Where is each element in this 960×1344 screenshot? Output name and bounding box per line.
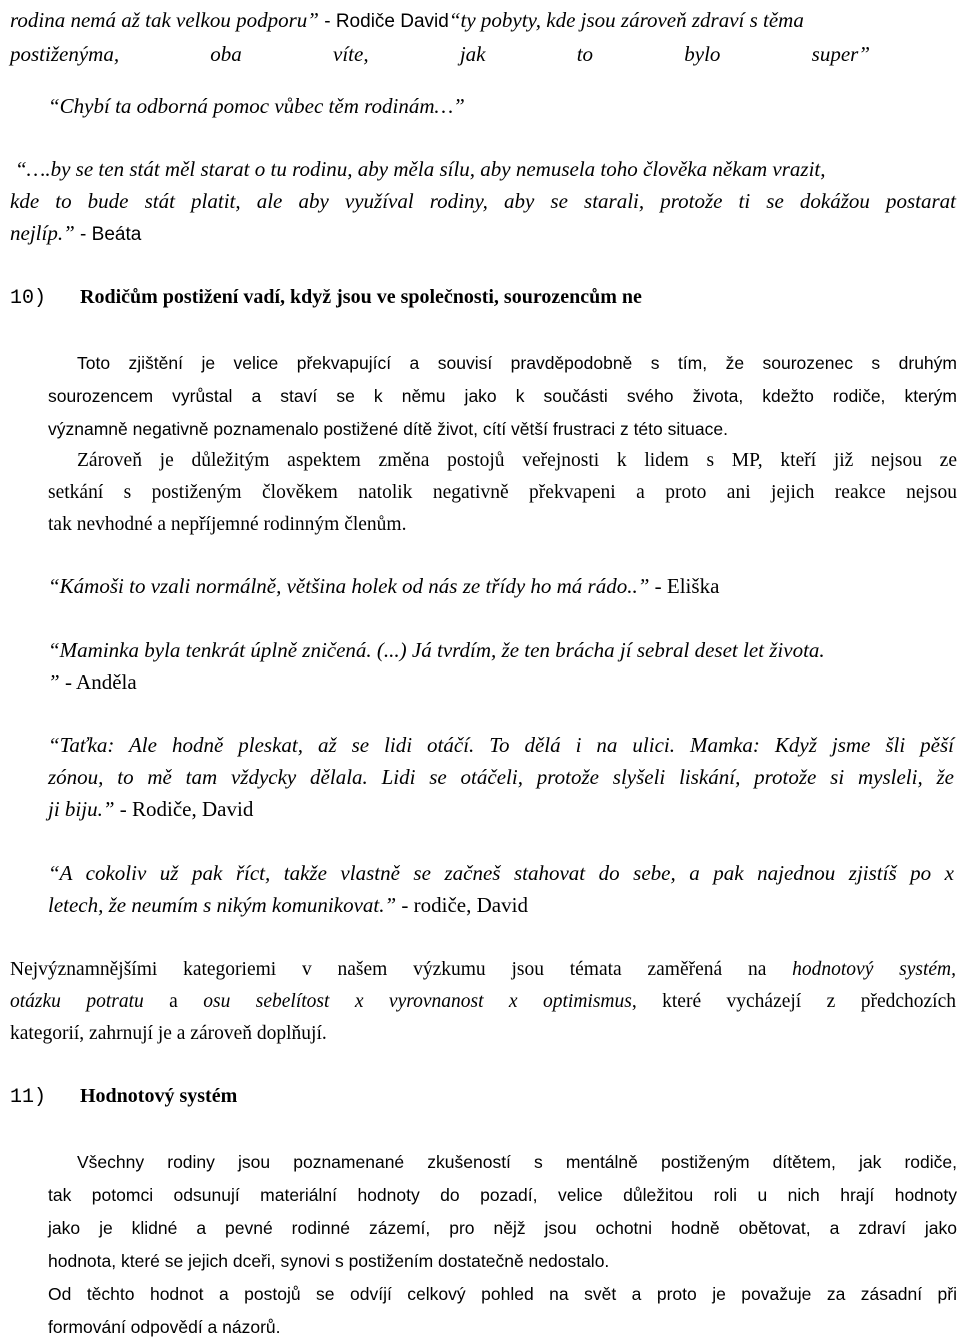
- quote-line: “Taťka: Ale hodně pleskat, až se lidi otáčí. To dělá i na ulici. Mamka: Když jsme šli pěší: [48, 733, 954, 757]
- paragraph-line: [10, 986, 956, 1018]
- quote-line: [10, 217, 956, 251]
- quote-line: “A cokoliv už pak říct, takže vlastně se začneš stahovat do sebe, a pak najednou zjistíš po x: [48, 861, 954, 885]
- paragraph-line: hodnota, které se jejich dceři, synovi s postižením dostatečně nedostalo.: [48, 1251, 610, 1271]
- quote-line: zónou, to mě tam vždycky dělala. Lidi se otáčeli, protože slyšeli liskání, protože si mysleli, že: [48, 765, 954, 789]
- quote-attribution: - Beáta: [74, 224, 142, 245]
- summary-paragraph: [10, 954, 956, 1050]
- top-quote-block: [10, 4, 956, 70]
- quote-attribution: - Rodiče David: [318, 11, 449, 32]
- quote-eliska: [48, 570, 719, 602]
- quote-text: rodina nemá až tak velkou podporu”: [10, 8, 319, 32]
- paragraph: [48, 445, 957, 541]
- paragraph-line: kategorií, zahrnují je a zároveň doplňují.: [10, 1023, 327, 1044]
- text: , které vycházejí z předchozích: [631, 991, 956, 1012]
- emphasis: otázku potratu: [10, 991, 144, 1012]
- section-number: 11): [10, 1086, 47, 1109]
- quote-line: [48, 666, 958, 698]
- quote-text: “ty pobyty, kde jsou zároveň zdraví s těma: [448, 8, 804, 32]
- section-number: 10): [10, 287, 47, 310]
- paragraph-line: tak nevhodné a nepříjemné rodinným členům.: [48, 514, 407, 535]
- quote-line: [10, 4, 956, 38]
- paragraph-line: jako je klidné a pevné rodinné zázemí, pro nějž jsou ochotni hodně obětovat, a zdraví jako: [48, 1218, 957, 1238]
- paragraph: [48, 347, 957, 446]
- paragraph-line: Toto zjištění je velice překvapující a souvisí pravděpodobně s tím, že sourozenec s druhým: [77, 353, 957, 373]
- paragraph-line: formování odpovědí a názorů.: [48, 1317, 281, 1337]
- quote-attribution: - Anděla: [59, 670, 137, 694]
- quote-block-state: [10, 153, 956, 251]
- quote-text: letech, že neumím s nikým komunikovat.”: [48, 893, 397, 917]
- section-title: Rodičům postižení vadí, když jsou ve společnosti, sourozencům ne: [80, 286, 642, 308]
- paragraph-line: sourozencem vyrůstal a staví se k němu jako k součásti svého života, kdežto rodiče, kterým: [48, 386, 957, 406]
- quote-attribution: - rodiče, David: [396, 893, 528, 917]
- quote-andela: [48, 634, 958, 698]
- paragraph-line: významně negativně poznamenalo postižené dítě život, cítí větší frustraci z této situace.: [48, 419, 728, 439]
- paragraph-line: Od těchto hodnot a postojů se odvíjí celkový pohled na svět a proto je považuje za zásadní při: [48, 1284, 957, 1304]
- quote-text: nejlíp.”: [10, 221, 75, 245]
- section-heading: [10, 1085, 237, 1109]
- quote-david: [48, 729, 954, 825]
- emphasis: hodnotový systém,: [792, 959, 956, 980]
- paragraph-line: Zároveň je důležitým aspektem změna postojů veřejnosti k lidem s MP, kteří již nejsou ze: [77, 450, 957, 471]
- quote-line: “….by se ten stát měl starat o tu rodinu, aby měla sílu, aby nemusela toho člověka někam vrazit,: [15, 157, 826, 181]
- emphasis: osu sebelítost x vyrovnanost x optimismus: [203, 991, 632, 1012]
- paragraph-line: setkání s postiženým člověkem natolik negativně překvapeni a proto ani jejich reakce nejsou: [48, 482, 957, 503]
- quote-attribution: - Rodiče, David: [114, 797, 254, 821]
- quote-line: kde to bude stát platit, ale aby využíval rodiny, aby se starali, protože ti se dokážou postarat: [10, 189, 956, 213]
- quote-text: ji biju.”: [48, 797, 115, 821]
- paragraph-line: Všechny rodiny jsou poznamenané zkušeností s mentálně postiženým dítětem, jak rodiče,: [77, 1152, 957, 1172]
- quote-line: [48, 793, 954, 825]
- quote-line: [48, 889, 954, 921]
- text: a: [143, 991, 204, 1012]
- quote-text: ”: [48, 670, 60, 694]
- quote-attribution: - Eliška: [649, 574, 720, 598]
- quote-david-2: [48, 857, 954, 921]
- paragraph-line: tak potomci odsunují materiální hodnoty do pozadí, velice důležitou roli u nich hrají hodnoty: [48, 1185, 957, 1205]
- quote-text: “Chybí ta odborná pomoc vůbec těm rodinám…”: [48, 94, 465, 118]
- text: Nejvýznamnějšími kategoriemi v našem výzkumu jsou témata zaměřená na: [10, 959, 793, 980]
- quote-line: [48, 90, 465, 122]
- section-title: Hodnotový systém: [80, 1085, 238, 1107]
- paragraph: [48, 1146, 957, 1344]
- quote-line: “Maminka byla tenkrát úplně zničená. (...) Já tvrdím, že ten brácha jí sebral deset let života.: [48, 638, 825, 662]
- quote-line: postiženýma, oba víte, jak to bylo super”: [10, 42, 870, 66]
- quote-text: “Kámoši to vzali normálně, většina holek od nás ze třídy ho má rádo..”: [48, 574, 650, 598]
- section-heading: [10, 286, 642, 310]
- paragraph-line: [10, 954, 956, 986]
